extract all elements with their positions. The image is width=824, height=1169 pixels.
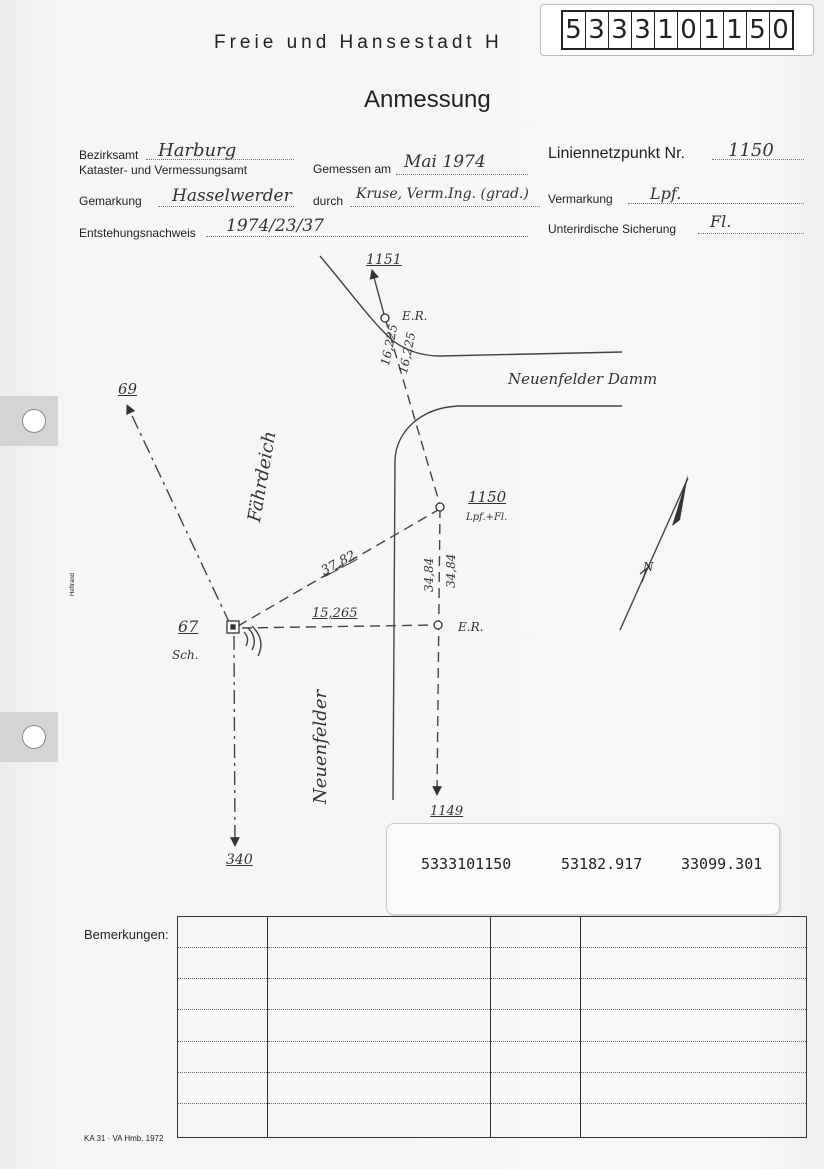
heftrand-label: Heftrand — [70, 572, 76, 596]
doc-number-digit: 0 — [678, 12, 701, 48]
kataster-label: Kataster- und Vermessungsamt — [79, 163, 248, 177]
doc-number-digit: 3 — [609, 12, 632, 48]
sight-arcs — [244, 626, 261, 656]
measure-line-67-to-340 — [234, 636, 235, 846]
label-67: 67 — [178, 617, 199, 636]
page-title: Anmessung — [364, 86, 491, 113]
label-dist-top-b: 16,225 — [396, 330, 419, 375]
remarks-table — [177, 916, 807, 1138]
north-symbol: N — [643, 560, 654, 574]
marker-er-top — [381, 314, 389, 322]
label-69: 69 — [118, 380, 138, 398]
doc-number-digit: 1 — [701, 12, 724, 48]
remarks-label: Bemerkungen: — [84, 927, 169, 942]
vermarkung-value: Lpf. — [650, 184, 682, 203]
gemarkung-label: Gemarkung — [79, 194, 142, 208]
north-arrow-shaft — [620, 478, 688, 630]
road-edge-lower — [393, 406, 622, 800]
label-er-mid: E.R. — [458, 620, 484, 634]
gemarkung-value: Hasselwerder — [172, 186, 292, 206]
durch-value: Kruse, Verm.Ing. (grad.) — [356, 186, 529, 202]
road-edge-top-left — [320, 256, 622, 356]
doc-number-digit: 1 — [724, 12, 747, 48]
gemessen-label: Gemessen am — [313, 162, 392, 176]
label-dist-vert-b: 34,84 — [444, 553, 458, 588]
coordinate-label — [386, 823, 780, 915]
label-street-dike: Fährdeich — [244, 429, 281, 524]
label-dist-horiz: 15,265 — [312, 606, 358, 621]
label-1150: 1150 — [468, 488, 507, 506]
measure-line-1150-to-1149 — [437, 508, 440, 795]
coord-point-id: 5333101150 — [421, 855, 512, 873]
liniennetzpunkt-value: 1150 — [728, 140, 774, 161]
bezirksamt-label: Bezirksamt — [79, 148, 139, 162]
liniennetzpunkt-label: Liniennetzpunkt Nr. — [548, 145, 685, 162]
doc-number-digit: 5 — [563, 12, 586, 48]
form-id: KA 31 · VA Hmb. 1972 — [84, 1134, 164, 1143]
measure-line-67-to-69 — [127, 405, 230, 624]
coord-y: 33099.301 — [681, 855, 763, 873]
label-street-neuenfelder: Neuenfelder — [310, 689, 331, 804]
gemessen-value: Mai 1974 — [404, 152, 486, 172]
marker-1150 — [436, 503, 444, 511]
authority-name: Freie und Hansestadt H — [214, 32, 503, 53]
entstehung-value: 1974/23/37 — [226, 216, 324, 236]
label-67-sub: Sch. — [172, 648, 199, 662]
doc-number-digit: 0 — [772, 15, 789, 45]
label-1150-marker: Lpf.+Fl. — [466, 512, 508, 523]
doc-number-digit: 3 — [586, 12, 609, 48]
label-dist-top-a: 16,225 — [378, 322, 401, 367]
label-er-top: E.R. — [402, 309, 428, 323]
bezirksamt-value: Harburg — [158, 140, 237, 161]
measure-line-1151 — [372, 270, 385, 318]
doc-number-digit: 5 — [747, 12, 770, 48]
label-street-damm: Neuenfelder Damm — [508, 370, 658, 388]
marker-er-mid — [434, 621, 442, 629]
vermarkung-label: Vermarkung — [548, 192, 613, 206]
entstehung-label: Entstehungsnachweis — [79, 226, 196, 240]
sicherung-value: Fl. — [710, 212, 732, 231]
label-340: 340 — [226, 852, 253, 868]
doc-number-digit: 1 — [655, 12, 678, 48]
label-dist-vert-a: 34,84 — [422, 557, 436, 592]
label-1151: 1151 — [366, 252, 402, 268]
coord-x: 53182.917 — [561, 855, 643, 873]
label-dist-diag: 37,82 — [318, 548, 359, 579]
doc-number-digit: 3 — [632, 12, 655, 48]
label-1149: 1149 — [430, 804, 464, 819]
durch-label: durch — [313, 194, 344, 208]
sicherung-label: Unterirdische Sicherung — [548, 222, 677, 236]
measure-line-67-to-er — [242, 625, 436, 628]
